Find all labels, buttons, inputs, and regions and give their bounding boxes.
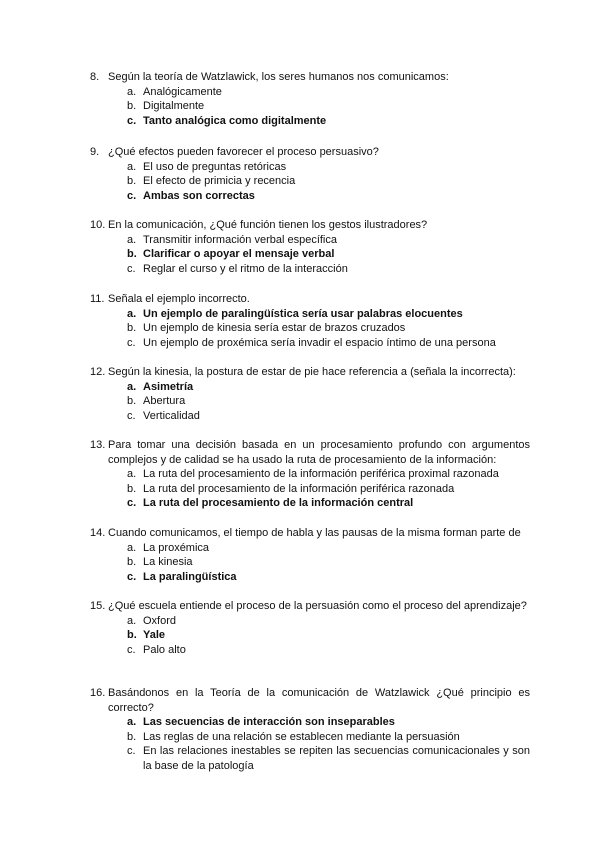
question-text: En la comunicación, ¿Qué función tienen los gestos ilustradores?	[108, 219, 428, 231]
question-9	[90, 145, 530, 203]
question-number: 13.	[90, 439, 106, 451]
question-13	[90, 438, 530, 511]
option-c-correct: c. Tanto analógica como digitalmente	[127, 114, 327, 127]
option-b-correct: b. Clarificar o apoyar el mensaje verbal	[127, 248, 335, 261]
question-text: ¿Qué efectos pueden favorecer el proceso persuasivo?	[108, 146, 379, 158]
option-a: a. La proxémica	[127, 541, 210, 554]
question-10	[90, 218, 530, 276]
question-number: 16.	[90, 687, 106, 699]
option-a: a. El uso de preguntas retóricas	[127, 160, 287, 173]
option-b: b. El efecto de primicia y recencia	[127, 175, 296, 188]
option-c-correct: c. La paralingüística	[127, 570, 237, 583]
option-a: a. La ruta del procesamiento de la información periférica proximal razonada	[127, 468, 499, 481]
option-b: b. Digitalmente	[127, 100, 205, 113]
question-11	[90, 292, 530, 350]
option-b: b. Las reglas de una relación se establecen mediante la persuasión	[127, 730, 460, 743]
option-c: c. Reglar el curso y el ritmo de la interacción	[127, 262, 348, 275]
option-a-correct: a. Las secuencias de interacción son inseparables	[127, 716, 395, 729]
option-c: c. Palo alto	[127, 643, 186, 656]
option-b-correct: b. Yale	[127, 629, 166, 642]
option-b: b. Abertura	[127, 395, 186, 408]
option-a-correct: a. Asimetría	[127, 380, 194, 393]
question-text: Según la kinesia, la postura de estar de pie hace referencia a (señala la incorrecta):	[108, 366, 516, 378]
option-c: c. Verticalidad	[127, 409, 200, 422]
question-text: Según la teoría de Watzlawick, los seres humanos nos comunicamos:	[108, 71, 449, 83]
option-c-correct: c. Ambas son correctas	[127, 189, 255, 202]
question-text: Basándonos en la Teoría de la comunicación de Watzlawick ¿Qué principio es correcto?	[108, 687, 530, 714]
question-text: ¿Qué escuela entiende el proceso de la persuasión como el proceso del aprendizaje?	[108, 600, 527, 612]
question-text: Cuando comunicamos, el tiempo de habla y las pausas de la misma forman parte de	[108, 527, 521, 539]
option-b: b. La ruta del procesamiento de la información periférica razonada	[127, 482, 455, 495]
question-text: Señala el ejemplo incorrecto.	[108, 293, 250, 305]
question-number: 12.	[90, 366, 106, 378]
option-a-correct: a. Un ejemplo de paralingüística sería usar palabras elocuentes	[127, 307, 463, 320]
option-b: b. Un ejemplo de kinesia sería estar de brazos cruzados	[127, 322, 406, 335]
option-a: a. Transmitir información verbal específica	[127, 233, 337, 246]
option-b: b. La kinesia	[127, 556, 193, 569]
question-12	[90, 365, 530, 423]
question-number: 10.	[90, 219, 106, 231]
question-15	[90, 599, 530, 657]
question-number: 8.	[90, 71, 100, 83]
question-number: 11.	[90, 293, 105, 305]
question-number: 14.	[90, 527, 106, 539]
question-8	[90, 70, 530, 128]
question-14	[90, 526, 530, 584]
option-c: c. En las relaciones inestables se repiten las secuencias comunicacionales y son la base de la patología	[127, 745, 530, 772]
question-text: Para tomar una decisión basada en un procesamiento profundo con argumentos complejos y de calidad se ha usado la ruta de procesamiento de la información:	[108, 439, 530, 466]
option-a: a. Analógicamente	[127, 85, 222, 98]
option-c: c. Un ejemplo de proxémica sería invadir el espacio íntimo de una persona	[127, 336, 496, 349]
option-a: a. Oxford	[127, 614, 177, 627]
question-16	[90, 686, 530, 774]
question-number: 9.	[90, 146, 100, 158]
option-c-correct: c. La ruta del procesamiento de la información central	[127, 497, 414, 510]
question-number: 15.	[90, 600, 106, 612]
